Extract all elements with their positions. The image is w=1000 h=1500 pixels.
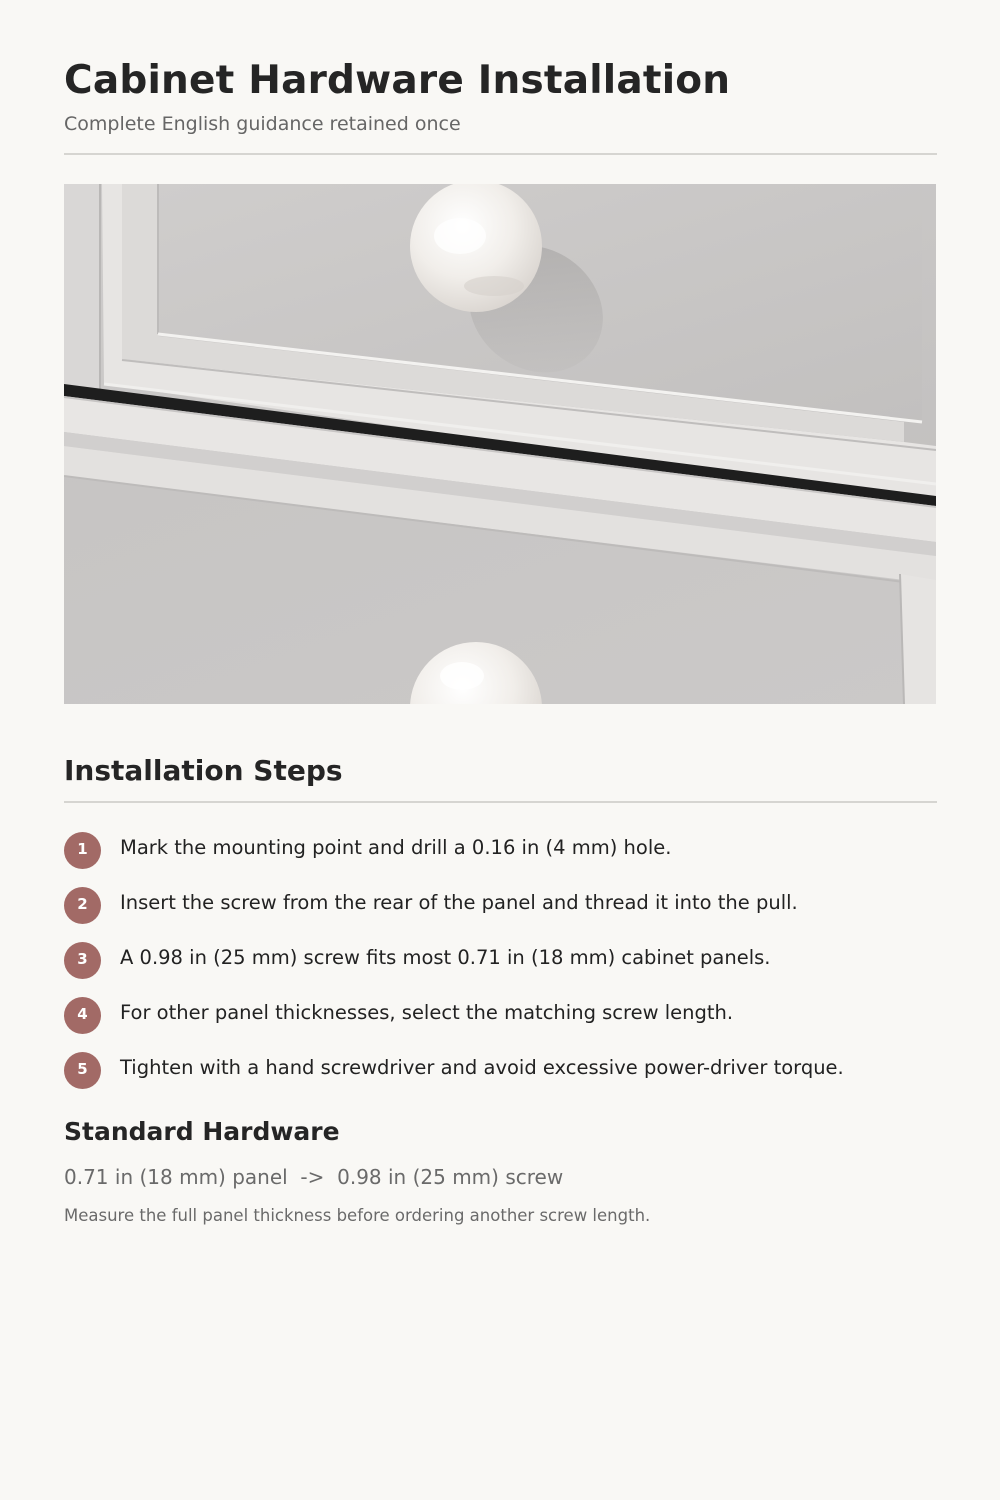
list-item <box>64 940 944 995</box>
step-text: A 0.98 in (25 mm) screw fits most 0.71 in (18 mm) cabinet panels. <box>120 946 771 969</box>
header-divider <box>64 153 937 155</box>
page-title: Cabinet Hardware Installation <box>64 58 731 103</box>
steps-divider <box>64 801 937 803</box>
list-item <box>64 830 944 885</box>
hardware-heading: Standard Hardware <box>64 1117 340 1146</box>
steps-list <box>64 830 944 1105</box>
step-text: Tighten with a hand screwdriver and avoid excessive power-driver torque. <box>120 1056 844 1079</box>
step-text: Mark the mounting point and drill a 0.16 in (4 mm) hole. <box>120 836 672 859</box>
list-item <box>64 1050 944 1105</box>
hardware-note: Measure the full panel thickness before ordering another screw length. <box>64 1206 651 1225</box>
list-item <box>64 885 944 940</box>
hardware-spec: 0.71 in (18 mm) panel -> 0.98 in (25 mm) screw <box>64 1165 564 1189</box>
page-subtitle: Complete English guidance retained once <box>64 113 461 135</box>
step-number-badge: 2 <box>64 887 101 924</box>
step-number-badge: 4 <box>64 997 101 1034</box>
step-text: Insert the screw from the rear of the panel and thread it into the pull. <box>120 891 798 914</box>
product-photo <box>64 184 936 704</box>
step-number-badge: 5 <box>64 1052 101 1089</box>
steps-heading: Installation Steps <box>64 754 343 787</box>
step-number-badge: 1 <box>64 832 101 869</box>
step-text: For other panel thicknesses, select the matching screw length. <box>120 1001 734 1024</box>
list-item <box>64 995 944 1050</box>
step-number-badge: 3 <box>64 942 101 979</box>
